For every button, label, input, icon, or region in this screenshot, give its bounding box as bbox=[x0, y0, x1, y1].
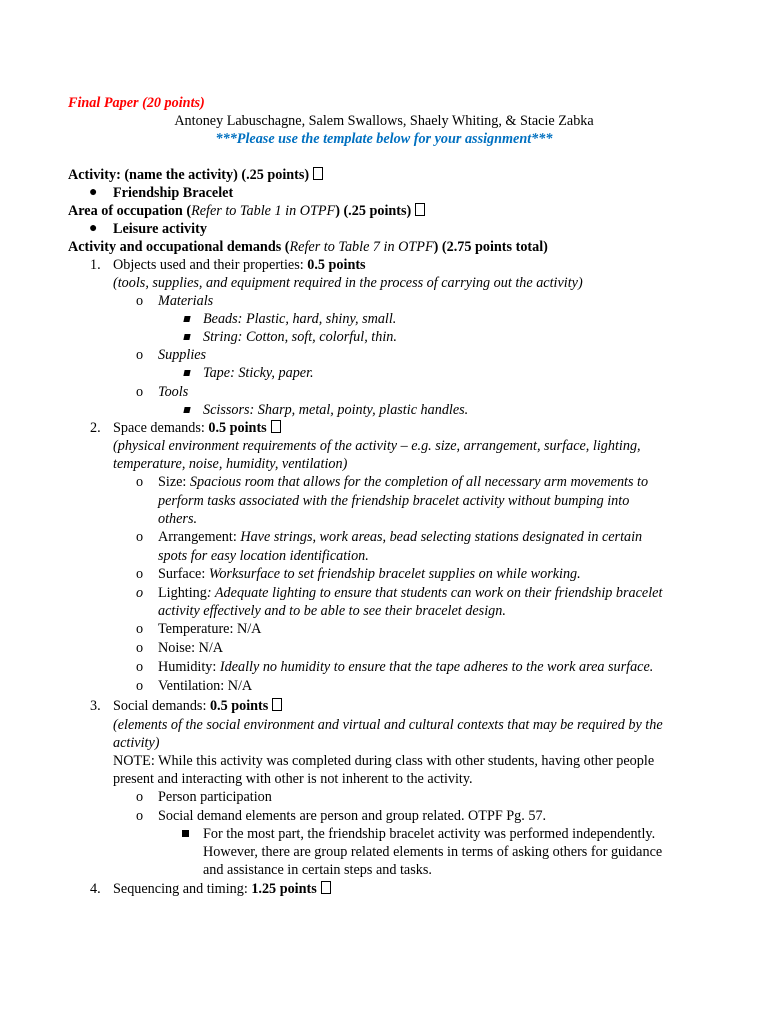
author-list: Antoney Labuschagne, Salem Swallows, Shaely Whiting, & Stacie Zabka bbox=[174, 113, 594, 129]
paper-title: Final Paper (20 points) bbox=[68, 95, 205, 111]
checkbox-icon bbox=[272, 698, 282, 711]
section-number: 4. bbox=[90, 881, 101, 897]
size-text-end: others. bbox=[158, 511, 198, 527]
area-label-start: Area of occupation ( bbox=[68, 203, 192, 219]
checkbox-icon bbox=[313, 167, 323, 180]
social-description-cont: activity) bbox=[113, 735, 160, 751]
space-label: Space demands: bbox=[113, 420, 209, 436]
bullet-dot-icon: ● bbox=[89, 185, 98, 200]
size-text: Spacious room that allows for the completion of all necessary arm movements to bbox=[189, 474, 649, 490]
tools-item: Tools bbox=[158, 384, 189, 400]
section-number: 1. bbox=[90, 257, 101, 273]
activity-label: Activity: (name the activity) (.25 points) bbox=[68, 167, 310, 183]
space-description-cont: temperature, noise, humidity, ventilation) bbox=[113, 456, 348, 472]
social-elements-item: Social demand elements are person and group related. OTPF Pg. 57. bbox=[158, 808, 547, 824]
section-number: 2. bbox=[90, 420, 101, 436]
independent-text-end: and assistance in certain steps and tasks. bbox=[203, 862, 432, 878]
bullet-circle-icon: o bbox=[136, 474, 144, 490]
section-number: 3. bbox=[90, 698, 101, 714]
bullet-square-icon bbox=[184, 401, 190, 419]
bullet-square-icon bbox=[182, 825, 189, 843]
activity-value: Friendship Bracelet bbox=[113, 185, 234, 201]
arrangement-text-cont: spots for easy location identification. bbox=[158, 548, 369, 564]
lighting-text: : Adequate lighting to ensure that students can work on their friendship bracelet bbox=[206, 585, 663, 601]
social-label: Social demands: bbox=[113, 698, 210, 714]
checkbox-icon bbox=[321, 881, 331, 894]
beads-item: Beads: Plastic, hard, shiny, small. bbox=[203, 311, 397, 327]
space-points: 0.5 points bbox=[208, 420, 267, 436]
ventilation-item: Ventilation: N/A bbox=[158, 678, 253, 694]
social-points: 0.5 points bbox=[209, 698, 269, 714]
activity-heading bbox=[68, 166, 323, 184]
objects-heading bbox=[113, 256, 366, 274]
demands-heading bbox=[68, 238, 548, 256]
demands-label-start: Activity and occupational demands ( bbox=[68, 239, 290, 255]
sequencing-label: Sequencing and timing: bbox=[113, 881, 252, 897]
size-item bbox=[158, 473, 648, 491]
space-heading bbox=[113, 419, 281, 437]
materials-item: Materials bbox=[158, 293, 214, 309]
noise-item: Noise: N/A bbox=[158, 640, 224, 656]
surface-item bbox=[158, 565, 581, 583]
bullet-circle-icon: o bbox=[136, 384, 144, 400]
humidity-item bbox=[158, 658, 653, 676]
independent-text-cont: However, there are group related elements in terms of asking others for guidance bbox=[203, 844, 663, 860]
checkbox-icon bbox=[271, 420, 281, 433]
bullet-circle-icon: o bbox=[136, 789, 144, 805]
social-note-cont: present and interacting with other is not inherent to the activity. bbox=[113, 771, 473, 787]
space-description: (physical environment requirements of the activity – e.g. size, arrangement, surface, lighting, bbox=[113, 438, 641, 454]
bullet-circle-icon: o bbox=[136, 808, 144, 824]
social-description: (elements of the social environment and virtual and cultural contexts that may be required by the bbox=[113, 717, 663, 733]
person-participation-item: Person participation bbox=[158, 789, 272, 805]
lighting-text-cont: activity effectively and to be able to see their bracelet design. bbox=[158, 603, 506, 619]
bullet-circle-icon: o bbox=[136, 529, 144, 545]
checkbox-icon bbox=[415, 203, 425, 216]
bullet-square-icon bbox=[184, 328, 190, 346]
string-item: String: Cotton, soft, colorful, thin. bbox=[203, 329, 397, 345]
bullet-dot-icon: ● bbox=[89, 221, 98, 236]
humidity-text: Ideally no humidity to ensure that the tape adheres to the work area surface. bbox=[219, 659, 654, 675]
scissors-item: Scissors: Sharp, metal, pointy, plastic handles. bbox=[203, 402, 469, 418]
bullet-circle-icon: o bbox=[136, 640, 144, 656]
area-value: Leisure activity bbox=[113, 221, 207, 237]
surface-label: Surface: bbox=[158, 566, 209, 582]
bullet-square-icon bbox=[184, 310, 190, 328]
bullet-square-icon bbox=[184, 364, 190, 382]
demands-label-end: ) (2.75 points total) bbox=[433, 239, 548, 255]
size-label: Size: bbox=[158, 474, 190, 490]
size-text-cont: perform tasks associated with the friendship bracelet activity without bumping into bbox=[158, 493, 630, 509]
lighting-label: Lighting bbox=[158, 585, 207, 601]
sequencing-points: 1.25 points bbox=[251, 881, 317, 897]
surface-text: Worksurface to set friendship bracelet supplies on while working. bbox=[208, 566, 581, 582]
humidity-label: Humidity: bbox=[158, 659, 220, 675]
temperature-item: Temperature: N/A bbox=[158, 621, 262, 637]
bullet-circle-icon: o bbox=[136, 585, 144, 601]
bullet-circle-icon: o bbox=[136, 621, 144, 637]
objects-points: 0.5 points bbox=[307, 257, 366, 273]
objects-description: (tools, supplies, and equipment required in the process of carrying out the activity) bbox=[113, 275, 583, 291]
sequencing-heading bbox=[113, 880, 331, 898]
social-note: NOTE: While this activity was completed during class with other students, having other people bbox=[113, 753, 655, 769]
tape-item: Tape: Sticky, paper. bbox=[203, 365, 314, 381]
lighting-item bbox=[158, 584, 662, 602]
area-label-reference: Refer to Table 1 in OTPF bbox=[191, 203, 336, 219]
bullet-circle-icon: o bbox=[136, 293, 144, 309]
supplies-item: Supplies bbox=[158, 347, 207, 363]
objects-label: Objects used and their properties: bbox=[113, 257, 308, 273]
bullet-circle-icon: o bbox=[136, 678, 144, 694]
template-note: ***Please use the template below for your assignment*** bbox=[215, 131, 553, 147]
area-heading bbox=[68, 202, 425, 220]
social-heading bbox=[113, 697, 282, 715]
independent-text: For the most part, the friendship bracelet activity was performed independently. bbox=[203, 826, 656, 842]
arrangement-item bbox=[158, 528, 642, 546]
bullet-circle-icon: o bbox=[136, 566, 144, 582]
bullet-circle-icon: o bbox=[136, 659, 144, 675]
arrangement-text: Have strings, work areas, bead selecting stations designated in certain bbox=[240, 529, 643, 545]
bullet-circle-icon: o bbox=[136, 347, 144, 363]
demands-label-reference: Refer to Table 7 in OTPF bbox=[289, 239, 434, 255]
area-label-end: ) (.25 points) bbox=[335, 203, 412, 219]
arrangement-label: Arrangement: bbox=[158, 529, 241, 545]
